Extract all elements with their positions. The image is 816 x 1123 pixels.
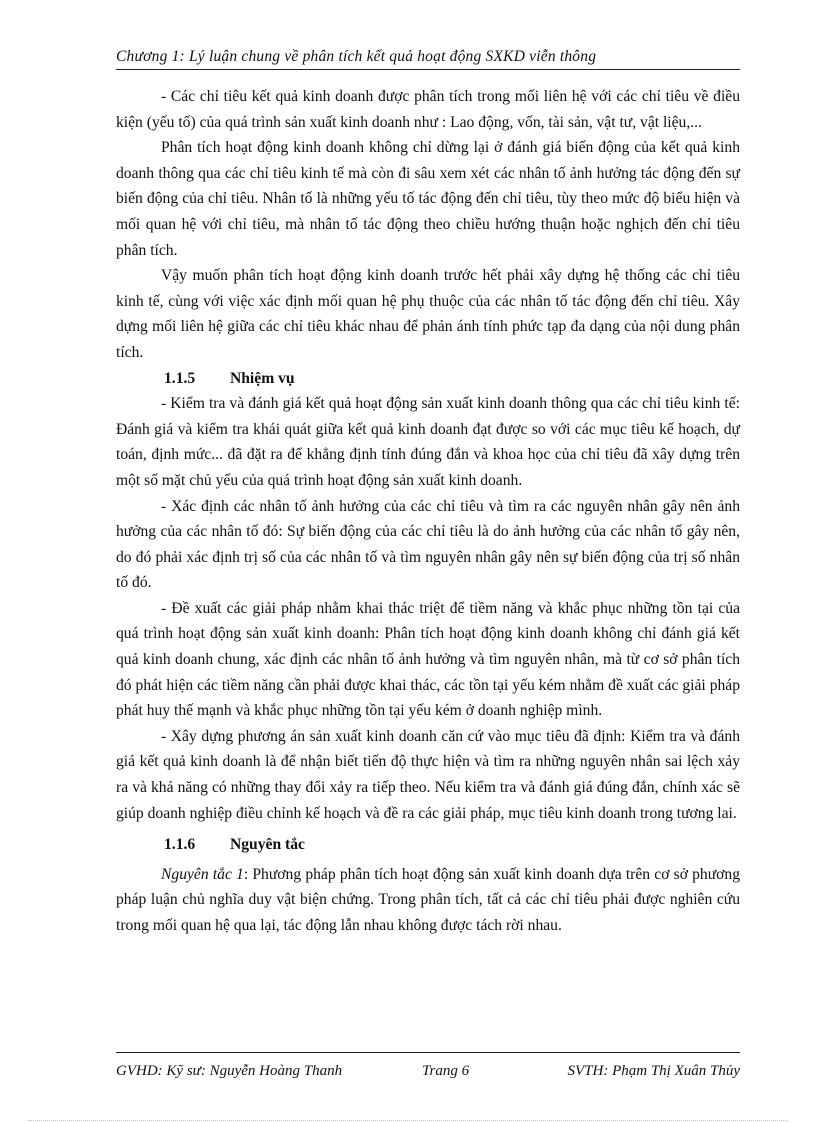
principle-label: Nguyên tắc 1 xyxy=(161,865,244,883)
page-footer xyxy=(116,1052,740,1079)
paragraph: Phân tích hoạt động kinh doanh không chỉ dừng lại ở đánh giá biến động của kết quả kinh doanh thông qua các chỉ tiêu kinh tế mà còn đi sâu xem xét các nhân tố ảnh hưởng tác động đến sự biến động của chỉ tiêu. Nhân tố là những yếu tố tác động đến chỉ tiêu, tùy theo mức độ biểu hiện và mối quan hệ với chỉ tiêu, mà nhân tố tác động theo chiều hướng thuận hoặc nghịch đến chỉ tiêu phân tích. xyxy=(116,139,740,259)
bottom-dotted-divider xyxy=(28,1120,788,1121)
paragraph: Vậy muốn phân tích hoạt động kinh doanh trước hết phải xây dựng hệ thống các chỉ tiêu kinh tế, cùng với việc xác định mối quan hệ phụ thuộc của các nhân tố tác động đến chỉ tiêu. Xây dựng mối liên hệ giữa các chỉ tiêu khác nhau để phản ánh tính phức tạp đa dạng của nội dung phân tích. xyxy=(116,267,740,361)
page-header: Chương 1: Lý luận chung về phân tích kết quả hoạt động SXKD viễn thông xyxy=(116,48,740,70)
paragraph: - Đề xuất các giải pháp nhằm khai thác triệt để tiềm năng và khắc phục những tồn tại của quá trình hoạt động sản xuất kinh doanh: Phân tích hoạt động kinh doanh không chỉ đánh giá kết quả kinh doanh chung, xác định các nhân tố ảnh hưởng và tìm nguyên nhân, mà từ cơ sở phân tích đó phát hiện các tiềm năng cần phải được khai thác, các tồn tại yếu kém nhằm đề xuất các giải pháp phát huy thế mạnh và khắc phục những tồn tại yếu kém ở doanh nghiệp mình. xyxy=(116,599,740,720)
principle-text: : Phương pháp phân tích hoạt động sản xuất kinh doanh dựa trên cơ sở phương pháp luận chủ nghĩa duy vật biện chứng. Trong phân tích, tất cả các chỉ tiêu phải được nghiên cứu trong mối quan hệ qua lại, tác động lẫn nhau không được tách rời nhau. xyxy=(116,865,741,934)
paragraph: - Xây dựng phương án sản xuất kinh doanh căn cứ vào mục tiêu đã định: Kiểm tra và đánh giá kết quả kinh doanh là để nhận biết tiến độ thực hiện và tìm ra những nguyên nhân sai lệch xảy ra và khả năng có những thay đổi xảy ra tiếp theo. Nếu kiểm tra và đánh giá đúng đắn, chính xác sẽ giúp doanh nghiệp điều chỉnh kế hoạch và đề ra các giải pháp, mục tiêu kinh doanh trong tương lai. xyxy=(116,727,740,822)
page-body xyxy=(116,84,740,939)
section-heading-1-1-5 xyxy=(116,366,740,392)
section-number: 1.1.6 xyxy=(164,836,196,854)
footer-advisor: GVHD: Kỹ sư: Nguyễn Hoàng Thanh xyxy=(116,1063,343,1079)
footer-student: SVTH: Phạm Thị Xuân Thủy xyxy=(567,1063,740,1079)
paragraph: - Các chỉ tiêu kết quả kinh doanh được phân tích trong mối liên hệ với các chỉ tiêu về điều kiện (yếu tố) của quá trình sản xuất kinh doanh như : Lao động, vốn, tài sản, vật tư, vật liệu,... xyxy=(116,88,740,131)
paragraph: - Xác định các nhân tố ảnh hưởng của các chỉ tiêu và tìm ra các nguyên nhân gây nên ảnh hưởng của các nhân tố đó: Sự biến động của các chỉ tiêu là do ảnh hưởng của các nhân tố gây nên, do đó phải xác định trị số của các nhân tố và tìm nguyên nhân gây nên sự biến động của trị số nhân tố đó. xyxy=(116,497,740,592)
section-number: 1.1.5 xyxy=(164,369,196,387)
paragraph: - Kiểm tra và đánh giá kết quả hoạt động sản xuất kinh doanh thông qua các chỉ tiêu kinh tế: Đánh giá và kiểm tra khái quát giữa kết quả kinh doanh đạt được so với các mục tiêu kế hoạch, dự toán, định mức... đã đặt ra để khẳng định tính đúng đắn và khoa học của chỉ tiêu đã xây dựng trên một số mặt chủ yếu của quá trình hoạt động sản xuất kinh doanh. xyxy=(116,395,740,489)
principle-paragraph xyxy=(116,862,740,939)
section-title: Nguyên tắc xyxy=(230,836,305,854)
section-title: Nhiệm vụ xyxy=(230,369,295,387)
footer-page-number: Trang 6 xyxy=(422,1063,470,1079)
section-heading-1-1-6 xyxy=(116,832,740,858)
